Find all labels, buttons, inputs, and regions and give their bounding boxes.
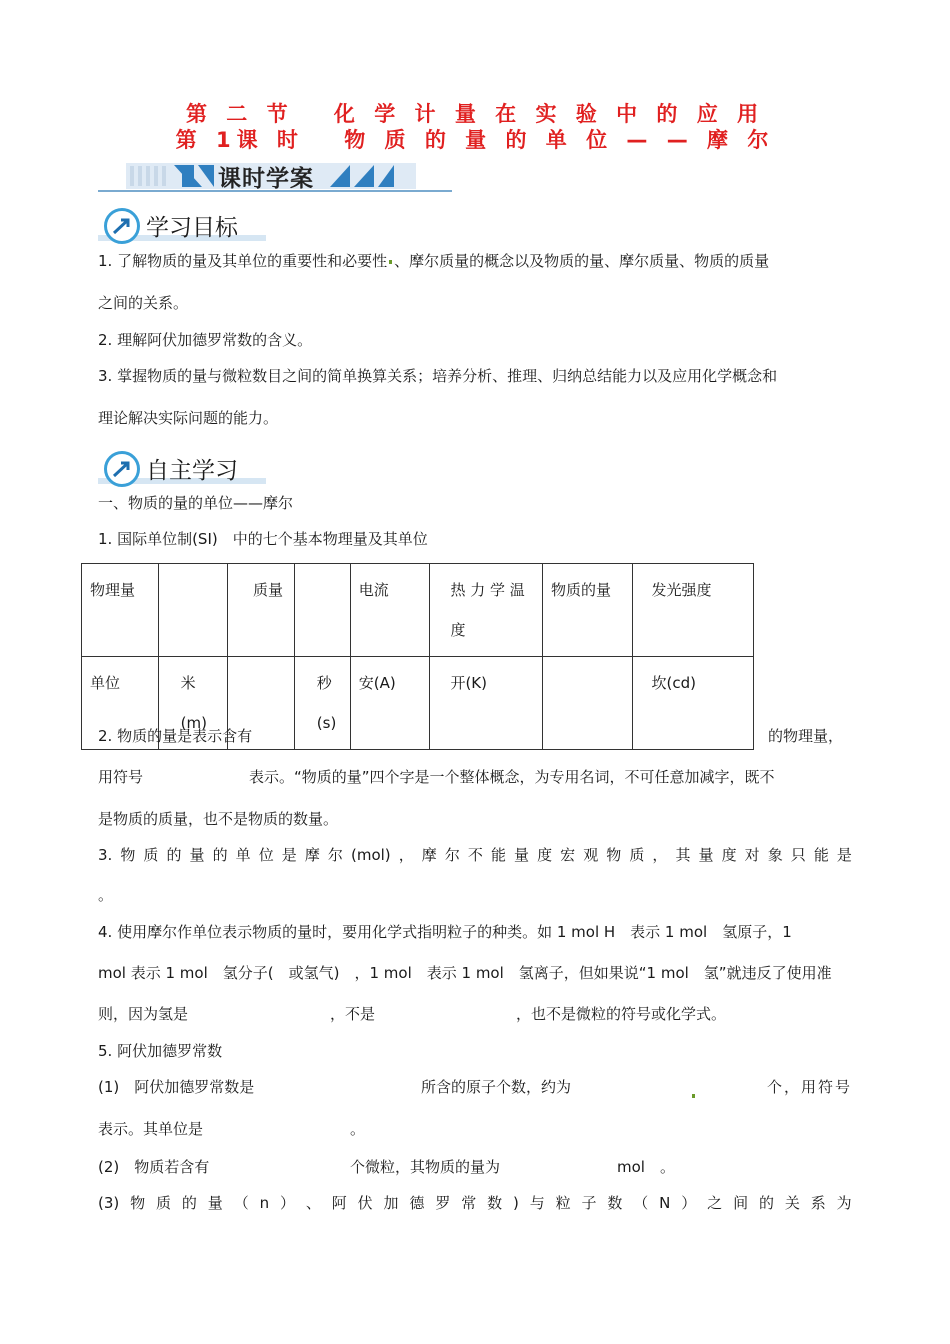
text-token: 的	[212, 846, 228, 864]
text-token: )	[512, 1194, 519, 1212]
text-token: 伏	[357, 1194, 373, 1212]
text-token: 的	[758, 1194, 774, 1212]
text-token: 量	[189, 846, 205, 864]
self-study-heading-block	[98, 448, 268, 486]
paragraph-1: 1. 国际单位制(SI) 中的七个基本物理量及其单位	[98, 530, 428, 548]
arrow-badge-icon	[104, 208, 140, 244]
table-cell: 物理量	[82, 564, 159, 657]
text-token: 为	[836, 1194, 852, 1212]
goal-item-3-cont: 理论解决实际问题的能力。	[98, 409, 279, 427]
text-token: 尔	[444, 846, 460, 864]
text-token: 质	[629, 846, 645, 864]
text-token: 是	[836, 846, 852, 864]
paragraph-4-c3: ，也不是微粒的符号或化学式。	[516, 1005, 727, 1023]
text-token: 度	[721, 846, 737, 864]
green-dot-mark	[690, 1085, 697, 1104]
text-token: 物	[606, 846, 622, 864]
text-token: 宏	[560, 846, 576, 864]
table-row	[82, 564, 754, 657]
text-token: (3)	[98, 1194, 120, 1212]
text-token: 粒	[555, 1194, 571, 1212]
goal-item-1-cont: 之间的关系。	[98, 294, 189, 312]
paragraph-2-end: 的物理量，	[768, 727, 844, 745]
paragraph-4-cont: mol 表示 1 mol 氢分子( 或氢气) ，1 mol 表示 1 mol 氢离子，但如果说“1 mol 氢”就违反了使用准	[98, 964, 832, 982]
table-cell: 安(A)	[350, 657, 430, 750]
paragraph-4: 4. 使用摩尔作单位表示物质的量时，要用化学式指明粒子的种类。如 1 mol H 表示 1 mol 氢原子，1	[98, 923, 792, 941]
table-cell	[294, 564, 350, 657]
text-token: 罗	[435, 1194, 451, 1212]
table-cell: 电流	[350, 564, 430, 657]
text-token: 数	[607, 1194, 623, 1212]
text-token: 量	[514, 846, 530, 864]
paragraph-5-1a: (1) 阿伏加德罗常数是	[98, 1078, 255, 1096]
paragraph-5-title: 5. 阿伏加德罗常数	[98, 1042, 223, 1060]
text-token: N	[659, 1194, 671, 1212]
paragraph-2-symbol: 用符号	[98, 768, 144, 786]
paragraph-5-1b: 所含的原子个数，约为	[421, 1078, 572, 1096]
paragraph-5-2b: 个微粒，其物质的量为	[350, 1158, 501, 1176]
text-token: 单	[235, 846, 251, 864]
table-cell: 米 (m)	[158, 657, 227, 750]
table-cell: 发光强度	[633, 564, 754, 657]
paragraph-2-cont: 是物质的质量，也不是物质的数量。	[98, 810, 339, 828]
goal-item-1-text-a: 1. 了解物质的量及其单位的重要性和必要性	[98, 252, 388, 270]
paragraph-5-1c: 个，用符号	[766, 1078, 852, 1096]
paragraph-5-2c: mol 。	[617, 1158, 675, 1176]
banner-label: 课时学案	[218, 166, 314, 192]
table-cell: 质量	[227, 564, 294, 657]
text-token: （	[633, 1194, 649, 1212]
green-dot-mark	[389, 260, 392, 264]
paragraph-2-desc: 表示。“物质的量”四个字是一个整体概念，为专用名词，不可任意加减字，既不	[249, 768, 775, 786]
goal-item-1	[98, 251, 769, 271]
text-token: ）	[279, 1194, 295, 1212]
text-token: 位	[258, 846, 274, 864]
table-cell	[158, 564, 227, 657]
goals-heading: 学习目标	[146, 215, 238, 241]
text-token: 子	[581, 1194, 597, 1212]
text-token: 能	[813, 846, 829, 864]
text-token: 、	[305, 1194, 321, 1212]
paragraph-2-start: 2. 物质的量是表示含有	[98, 727, 253, 745]
paragraph-4-c1: 则，因为氢是	[98, 1005, 189, 1023]
goals-heading-block	[98, 205, 268, 243]
paragraph-5-3	[98, 1193, 852, 1213]
text-token: 尔	[327, 846, 343, 864]
text-token: 物	[120, 846, 136, 864]
text-token: 德	[409, 1194, 425, 1212]
text-token: 能	[490, 846, 506, 864]
text-token: ，	[652, 846, 668, 864]
text-token: 质	[143, 846, 159, 864]
text-token: 3.	[98, 846, 113, 864]
goal-item-3: 3. 掌握物质的量与微粒数目之间的简单换算关系；培养分析、推理、归纳总结能力以及应用化学概念和	[98, 367, 778, 385]
paragraph-3-end: 。	[98, 886, 114, 904]
text-token: 象	[767, 846, 783, 864]
text-token: 关	[784, 1194, 800, 1212]
table-cell	[542, 657, 633, 750]
self-study-heading: 自主学习	[146, 458, 238, 484]
text-token: 不	[467, 846, 483, 864]
page-subtitle: 第 1课 时 物 质 的 量 的 单 位 — — 摩 尔	[175, 128, 775, 152]
table-cell: 单位	[82, 657, 159, 750]
text-token: 质	[156, 1194, 172, 1212]
text-token: 是	[281, 846, 297, 864]
text-token: 的	[181, 1194, 197, 1212]
text-token: 其	[675, 846, 691, 864]
text-token: 物	[130, 1194, 146, 1212]
text-token: 对	[744, 846, 760, 864]
text-token: ）	[681, 1194, 697, 1212]
paragraph-5-1e: 。	[350, 1120, 366, 1138]
goal-item-1-text-b: 、摩尔质量的概念以及物质的量、摩尔质量、物质的质量	[394, 252, 770, 270]
text-token: 常	[461, 1194, 477, 1212]
text-token: 与	[529, 1194, 545, 1212]
text-token: 数	[487, 1194, 503, 1212]
goal-item-2: 2. 理解阿伏加德罗常数的含义。	[98, 331, 313, 349]
text-token: ，	[398, 846, 414, 864]
lesson-banner	[98, 160, 452, 194]
arrow-badge-icon	[104, 451, 140, 487]
si-units-table	[81, 563, 754, 750]
text-token: 量	[698, 846, 714, 864]
part-1-title: 一、物质的量的单位——摩尔	[98, 494, 294, 512]
paragraph-5-1d: 表示。其单位是	[98, 1120, 204, 1138]
text-token: (mol)	[350, 846, 391, 864]
page-title: 第 二 节 化 学 计 量 在 实 验 中 的 应 用	[185, 102, 765, 126]
table-cell: 物质的量	[542, 564, 633, 657]
paragraph-3	[98, 845, 852, 865]
table-cell: 开(K)	[430, 657, 543, 750]
text-token: 阿	[331, 1194, 347, 1212]
text-token: 间	[733, 1194, 749, 1212]
text-token: 之	[707, 1194, 723, 1212]
text-token: 摩	[421, 846, 437, 864]
text-token: n	[259, 1194, 270, 1212]
table-cell: 热 力 学 温 度	[430, 564, 543, 657]
text-token: 只	[790, 846, 806, 864]
table-cell: 秒 (s)	[294, 657, 350, 750]
text-token: 加	[383, 1194, 399, 1212]
text-token: 观	[583, 846, 599, 864]
text-token: 度	[537, 846, 553, 864]
paragraph-4-c2: ，不是	[330, 1005, 376, 1023]
text-token: 摩	[304, 846, 320, 864]
text-token: 量	[207, 1194, 223, 1212]
paragraph-5-2a: (2) 物质若含有	[98, 1158, 210, 1176]
table-cell: 坎(cd)	[633, 657, 754, 750]
text-token: （	[233, 1194, 249, 1212]
text-token: 系	[810, 1194, 826, 1212]
text-token: 的	[166, 846, 182, 864]
